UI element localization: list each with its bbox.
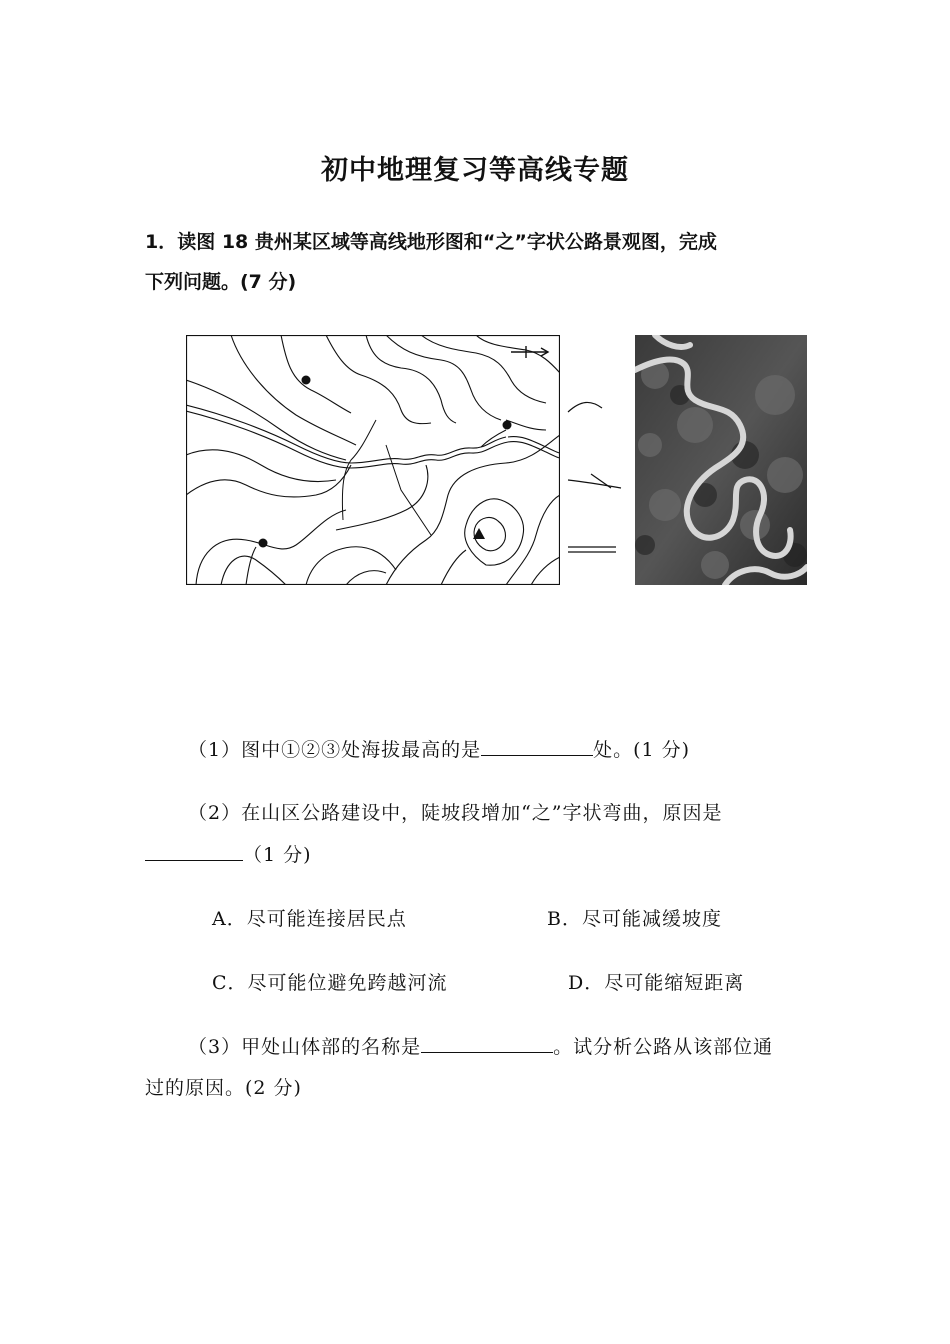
option-b[interactable]: B．尽可能减缓坡度 <box>547 908 722 930</box>
option-a[interactable]: A．尽可能连接居民点 <box>212 908 407 930</box>
sub-question-3-text: （3）甲处山体部的名称是 <box>188 1036 422 1058</box>
sub-question-3-line-2: 过的原因。(2 分) <box>145 1077 302 1099</box>
sub-question-3-suffix: 。试分析公路从该部位通 <box>553 1036 774 1058</box>
map-legend <box>566 370 628 560</box>
sub-question-1-text: （1）图中①②③处海拔最高的是 <box>188 739 482 761</box>
sub-question-2-line-2 <box>145 840 312 867</box>
page-title: 初中地理复习等高线专题 <box>321 155 629 186</box>
sub-question-2 <box>188 798 723 825</box>
winding-road-photo <box>635 335 807 585</box>
question-1 <box>145 222 815 302</box>
contour-map <box>186 335 560 585</box>
option-d[interactable]: D．尽可能缩短距离 <box>568 972 745 994</box>
sub-question-1 <box>188 735 690 762</box>
option-c[interactable]: C．尽可能位避免跨越河流 <box>212 972 448 994</box>
sub-question-2-suffix: （1 分) <box>243 844 312 866</box>
sub-question-2-text: （2）在山区公路建设中，陡坡段增加“之”字状弯曲，原因是 <box>188 802 723 824</box>
answer-blank-2[interactable] <box>145 842 243 861</box>
answer-blank-3[interactable] <box>421 1034 553 1053</box>
question-1-line-2: 下列问题。(7 分) <box>145 271 297 293</box>
sub-question-1-suffix: 处。(1 分) <box>593 739 691 761</box>
sub-question-3 <box>188 1032 773 1059</box>
question-1-line-1: 1．读图 18 贵州某区域等高线地形图和“之”字状公路景观图，完成 <box>145 231 717 253</box>
answer-blank-1[interactable] <box>481 737 593 756</box>
